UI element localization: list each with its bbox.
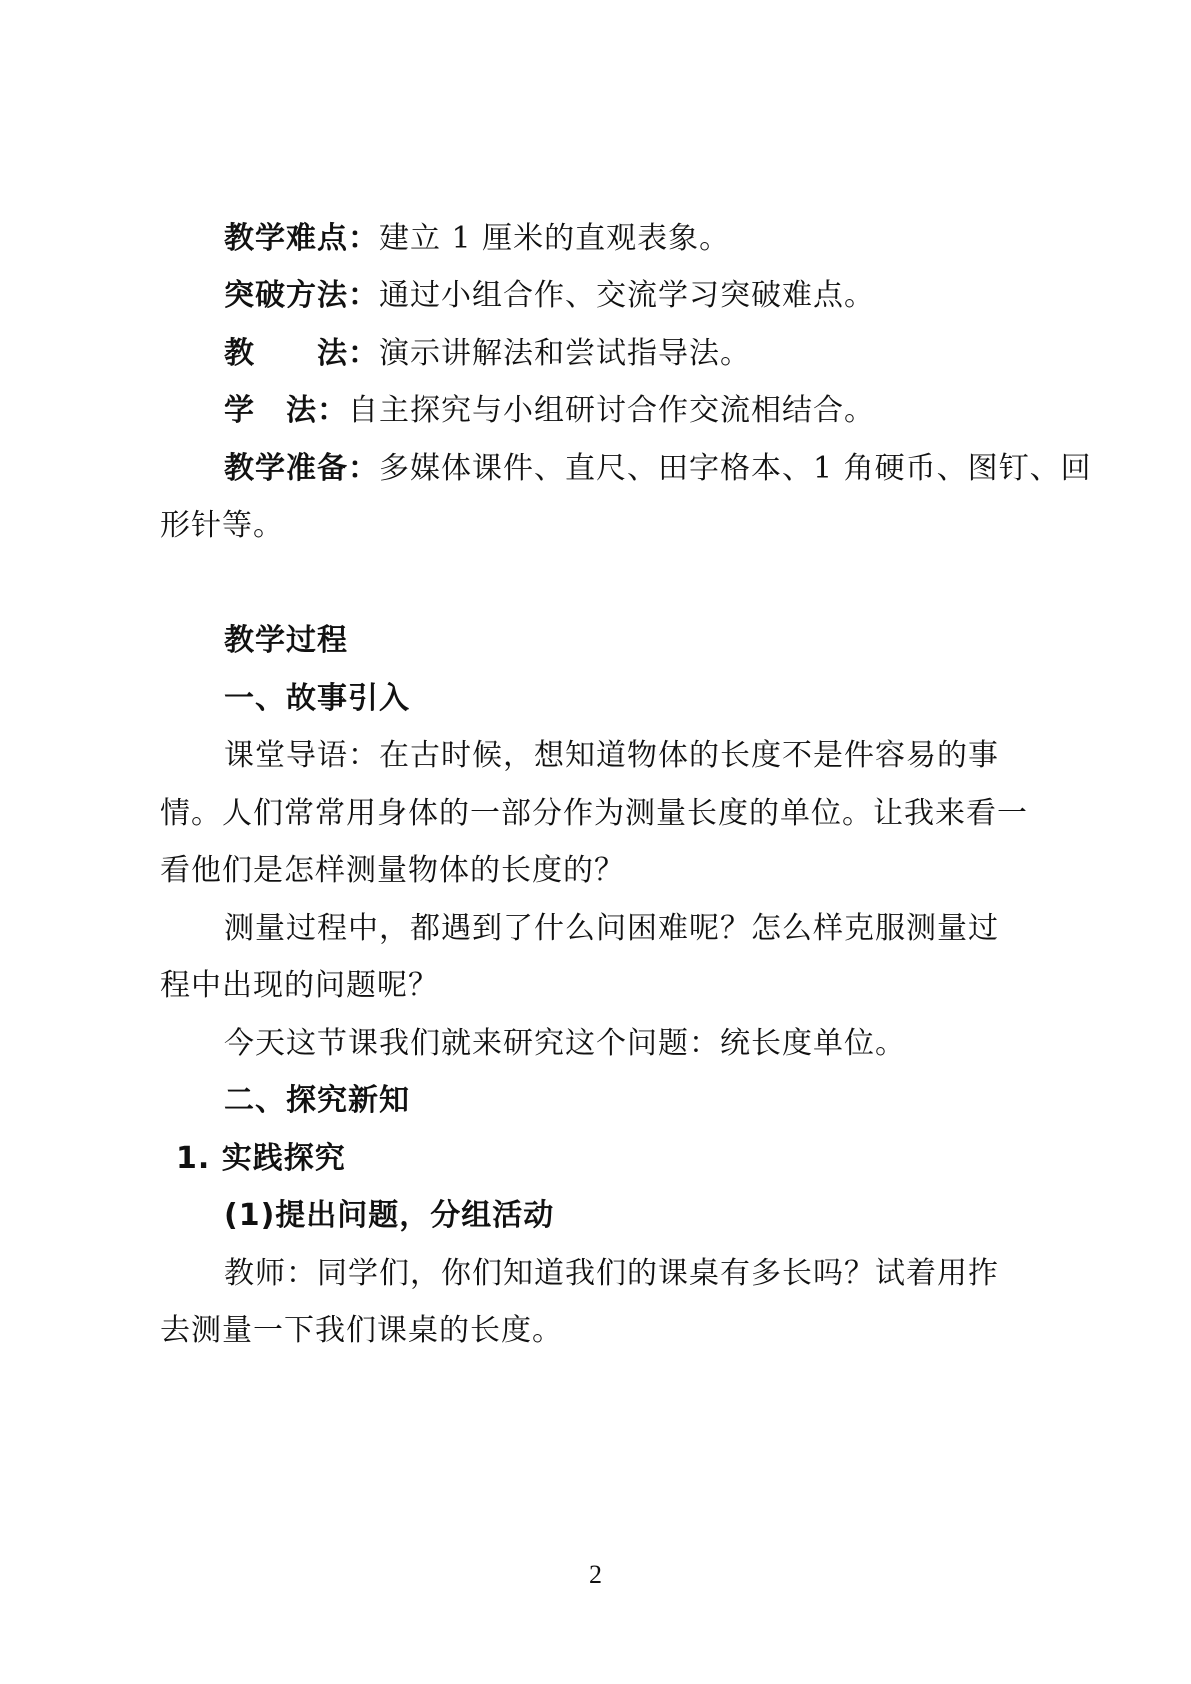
teaching-method-line	[224, 334, 1114, 374]
difficulty-text: 建立 1 厘米的直观表象。	[379, 221, 731, 256]
preparation-line-1	[224, 449, 1114, 489]
section2-sub1-1: (1)提出问题，分组活动	[224, 1198, 555, 1233]
teaching-method-text: 演示讲解法和尝试指导法。	[379, 336, 751, 371]
preparation-text-1: 多媒体课件、直尺、田字格本、1 角硬币、图钉、回	[379, 451, 1092, 486]
learning-method-line	[224, 391, 1114, 431]
section1-para1-line2: 情。人们常常用身体的一部分作为测量长度的单位。让我来看一	[160, 796, 1028, 831]
breakthrough-line	[224, 276, 1114, 316]
difficulty-label: 教学难点：	[224, 221, 379, 256]
breakthrough-label: 突破方法：	[224, 278, 379, 313]
learning-method-label: 学 法：	[224, 393, 348, 428]
difficulty-line	[224, 219, 1114, 259]
section2-para1-line1: 教师：同学们，你们知道我们的课桌有多长吗？试着用拃	[224, 1256, 999, 1291]
section1-para1-line1: 课堂导语：在古时候，想知道物体的长度不是件容易的事	[224, 738, 999, 773]
teaching-method-label: 教 法：	[224, 336, 379, 371]
section1-para2-line2: 程中出现的问题呢？	[160, 968, 439, 1003]
section1-para1-line3: 看他们是怎样测量物体的长度的？	[160, 853, 625, 888]
learning-method-text: 自主探究与小组研讨合作交流相结合。	[348, 393, 875, 428]
section1-heading: 一、故事引入	[224, 681, 410, 716]
preparation-line-2: 形针等。	[160, 508, 284, 543]
page-number: 2	[589, 1560, 602, 1589]
section1-para2-line1: 测量过程中，都遇到了什么问困难呢？怎么样克服测量过	[224, 911, 999, 946]
section1-para3: 今天这节课我们就来研究这个问题：统长度单位。	[224, 1026, 906, 1061]
section2-heading: 二、探究新知	[224, 1083, 410, 1118]
section2-sub1: 1. 实践探究	[176, 1141, 346, 1176]
breakthrough-text: 通过小组合作、交流学习突破难点。	[379, 278, 875, 313]
section2-para1-line2: 去测量一下我们课桌的长度。	[160, 1313, 563, 1348]
preparation-label: 教学准备：	[224, 451, 379, 486]
process-title: 教学过程	[224, 623, 348, 658]
